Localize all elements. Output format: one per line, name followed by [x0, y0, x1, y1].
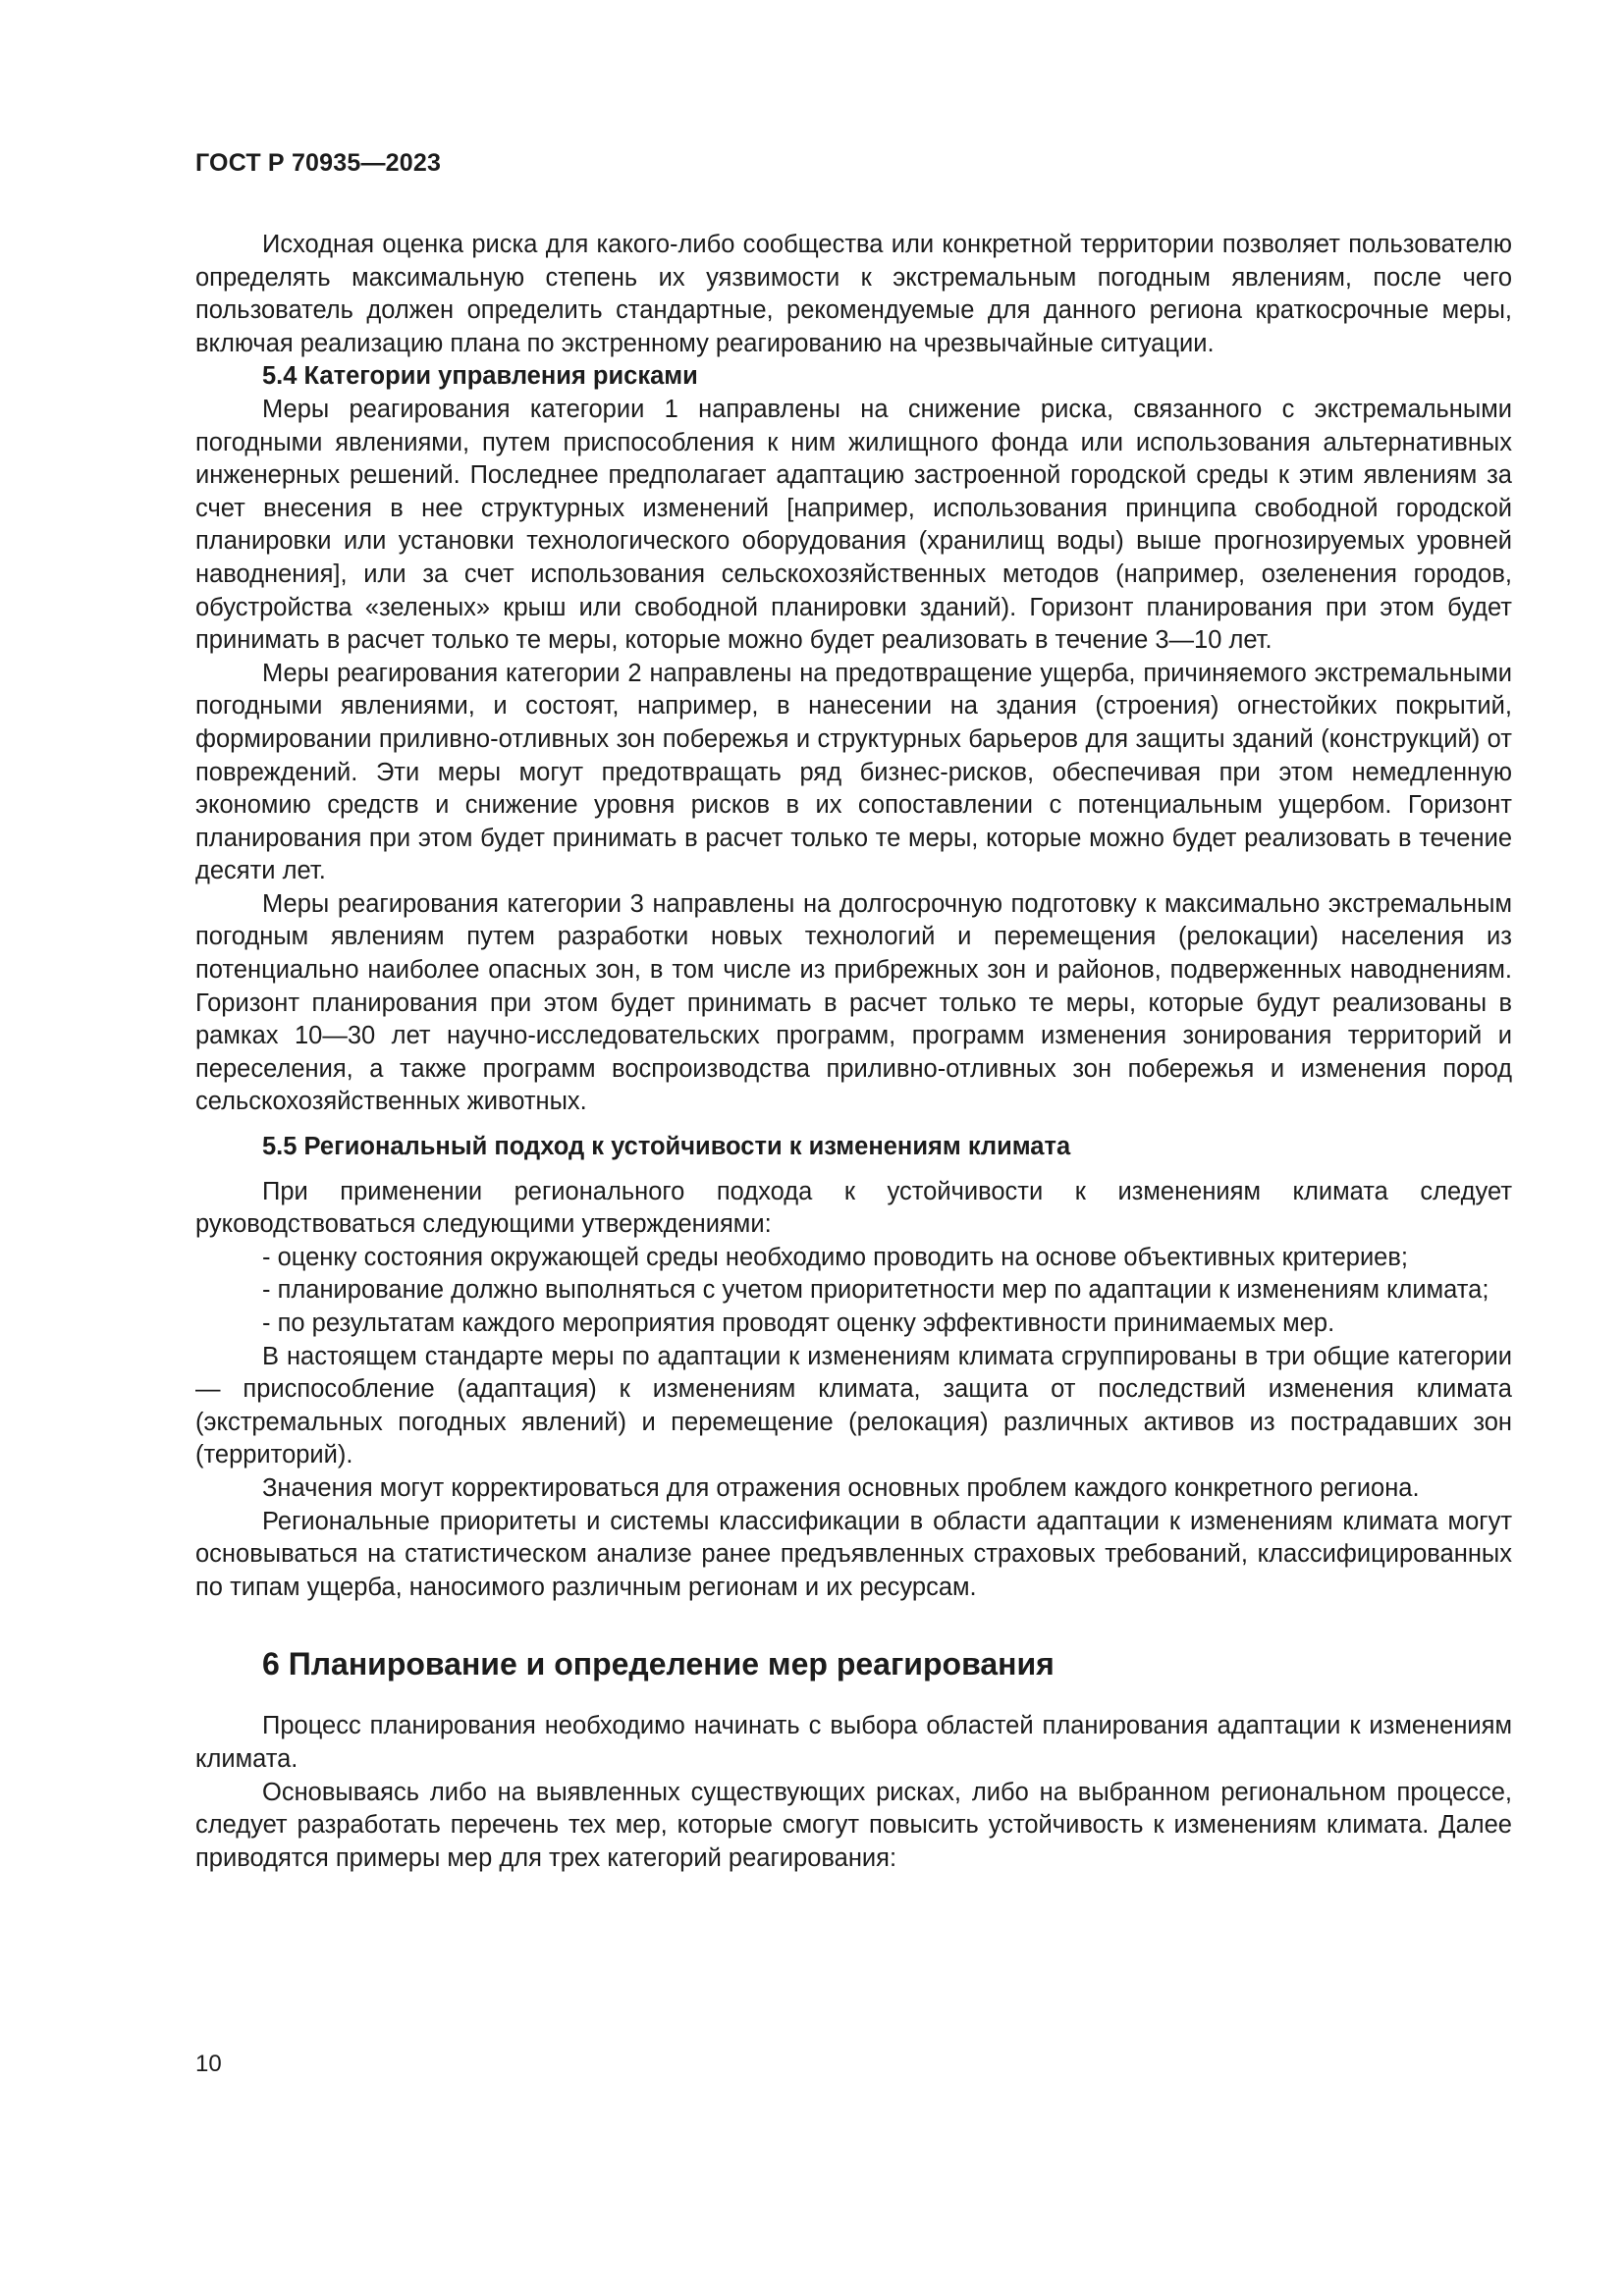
- paragraph: Меры реагирования категории 3 направлены на долгосрочную подготовку к максимально экстремальным погодным явлениям путем разработки новых технологий и перемещения (релокации) населения из потенциально наиболее опасных зон, в том числе из прибрежных зон и районов, подверженных наводнениям. Горизонт планирования при этом будет принимать в расчет только те меры, которые будут реализованы в рамках 10—30 лет научно-исследовательских программ, программ изменения зонирования территорий и переселения, а также программ воспроизводства приливно-отливных зон побережья и изменения пород сельскохозяйственных животных.: [195, 889, 1512, 1116]
- paragraph: Исходная оценка риска для какого-либо сообщества или конкретной территории позволяет пользователю определять максимальную степень их уязвимости к экстремальным погодным явлениям, после чего пользователь должен определить стандартные, рекомендуемые для данного региона краткосрочные меры, включая реализацию плана по экстренному реагированию на чрезвычайные ситуации.: [195, 231, 1512, 357]
- paragraph: Региональные приоритеты и системы классификации в области адаптации к изменениям климата могут основываться на статистическом анализе ранее предъявленных страховых требований, классифицированных по типам ущерба, наносимого различным регионам и их ресурсам.: [195, 1507, 1512, 1601]
- paragraph: Процесс планирования необходимо начинать с выбора областей планирования адаптации к изменениям климата.: [195, 1712, 1512, 1773]
- paragraph: При применении регионального подхода к устойчивости к изменениям климата следует руководствоваться следующими утверждениями:: [195, 1177, 1512, 1239]
- document-header: ГОСТ Р 70935—2023: [195, 149, 442, 177]
- list-item: - оценку состояния окружающей среды необходимо проводить на основе объективных критериев;: [262, 1243, 1408, 1271]
- paragraph: Основываясь либо на выявленных существующих рисках, либо на выбранном региональном процессе, следует разработать перечень тех мер, которые смогут повысить устойчивость к изменениям климата. Далее приводятся примеры мер для трех категорий реагирования:: [195, 1778, 1512, 1872]
- section-heading-5-4: 5.4 Категории управления рисками: [262, 362, 698, 391]
- paragraph: Меры реагирования категории 1 направлены на снижение риска, связанного с экстремальными погодными явлениями, путем приспособления к ним жилищного фонда или использования альтернативных инженерных решений. Последнее предполагает адаптацию застроенной городской среды к этим явлениям за счет внесения в нее структурных изменений [например, использования принципа свободной городской планировки или установки технологического оборудования (хранилищ воды) выше прогнозируемых уровней наводнения], или за счет использования сельскохозяйственных методов (например, озеленения городов, обустройства «зеленых» крыш или свободной планировки зданий). Горизонт планирования при этом будет принимать в расчет только те меры, которые можно будет реализовать в течение 3—10 лет.: [195, 395, 1512, 655]
- list-item: - по результатам каждого мероприятия проводят оценку эффективности принимаемых мер.: [262, 1309, 1335, 1337]
- paragraph: Значения могут корректироваться для отражения основных проблем каждого конкретного региона.: [262, 1473, 1420, 1502]
- list-item: - планирование должно выполняться с учетом приоритетности мер по адаптации к изменениям климата;: [262, 1276, 1489, 1305]
- section-heading-5-5: 5.5 Региональный подход к устойчивости к изменениям климата: [262, 1133, 1071, 1161]
- section-heading-6: 6 Планирование и определение мер реагирования: [262, 1646, 1055, 1682]
- page-number: 10: [195, 2051, 222, 2077]
- paragraph: Меры реагирования категории 2 направлены на предотвращение ущерба, причиняемого экстремальными погодными явлениями, и состоят, например, в нанесении на здания (строения) огнестойких покрытий, формировании приливно-отливных зон побережья и структурных барьеров для защиты зданий (конструкций) от повреждений. Эти меры могут предотвращать ряд бизнес-рисков, обеспечивая при этом немедленную экономию средств и снижение уровня рисков в их сопоставлении с потенциальным ущербом. Горизонт планирования при этом будет принимать в расчет только те меры, которые можно будет реализовать в течение десяти лет.: [195, 659, 1512, 885]
- paragraph: В настоящем стандарте меры по адаптации к изменениям климата сгруппированы в три общие категории — приспособление (адаптация) к изменениям климата, защита от последствий изменения климата (экстремальных погодных явлений) и перемещение (релокация) различных активов из пострадавших зон (территорий).: [195, 1342, 1512, 1469]
- document-body: [195, 229, 1512, 1875]
